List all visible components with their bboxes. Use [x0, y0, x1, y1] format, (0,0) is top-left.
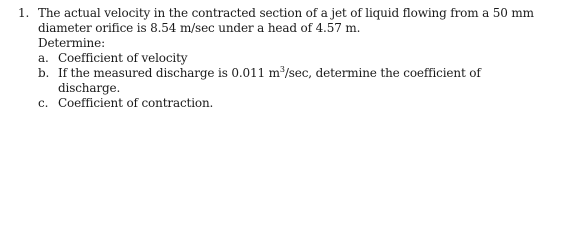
sub-item-text-after-exponent: /sec, determine the coefficient of [284, 66, 481, 80]
problem-statement-line-1: The actual velocity in the contracted section of a jet of liquid flowing from a 50 mm [38, 6, 534, 20]
sub-item-marker: c. [38, 96, 49, 110]
sub-item-marker: a. [38, 51, 49, 65]
unit-exponent: 3 [279, 65, 285, 74]
determine-label: Determine: [38, 36, 105, 50]
sub-item-text [58, 66, 481, 80]
problem-number: 1. [18, 6, 30, 20]
sub-item-text-before-exponent: If the measured discharge is 0.011 m [58, 66, 280, 80]
sub-item-text: Coefficient of contraction. [58, 96, 214, 110]
problem-statement-line-2: diameter orifice is 8.54 m/sec under a head of 4.57 m. [38, 21, 361, 35]
sub-item-marker: b. [38, 66, 50, 80]
sub-item-text-continuation: discharge. [58, 81, 121, 95]
sub-item-text: Coefficient of velocity [58, 51, 188, 65]
